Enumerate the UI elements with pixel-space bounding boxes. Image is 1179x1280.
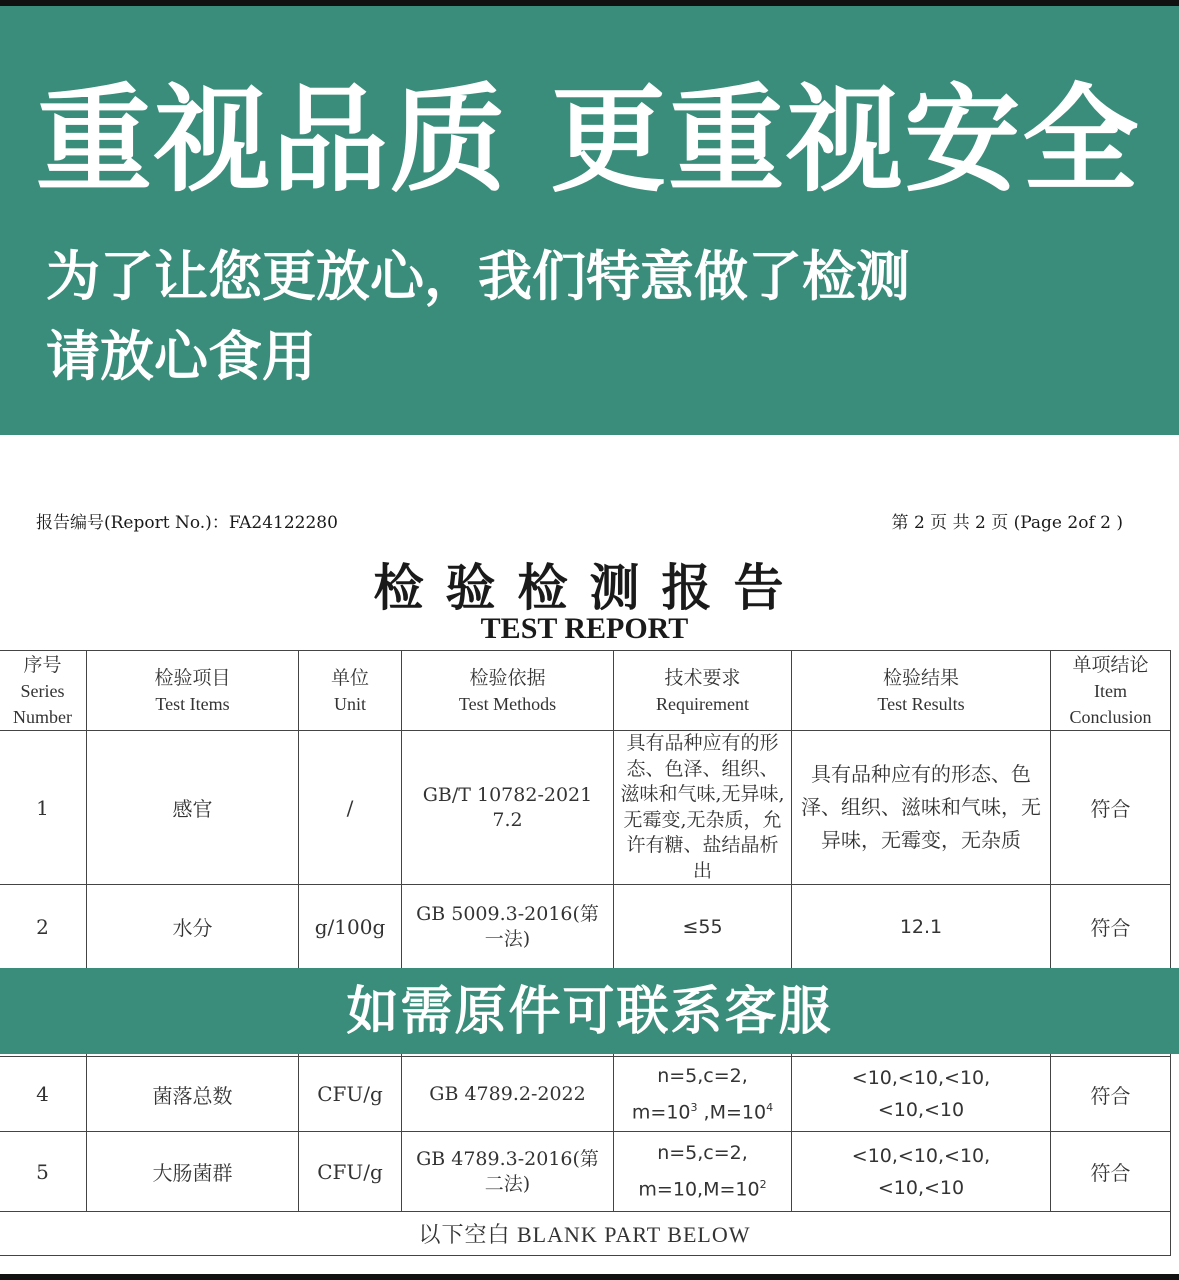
cell-number: 2 xyxy=(0,885,87,969)
header-cn: 检验结果 xyxy=(882,666,959,689)
header-item-conclusion xyxy=(1051,651,1171,731)
cell-number: 4 xyxy=(0,1057,87,1132)
header-cn: 单位 xyxy=(330,666,369,689)
cell-result xyxy=(792,1057,1051,1132)
method-line: GB 5009.3-2016(第 xyxy=(416,902,599,925)
page-number: 第 2 页 共 2 页 (Page 2of 2 ) xyxy=(891,513,1123,533)
header-unit xyxy=(299,651,402,731)
header-cn: 检验项目 xyxy=(154,666,231,689)
header-cn: 序号 xyxy=(23,653,62,676)
header-cn: 技术要求 xyxy=(664,666,741,689)
header-en: Conclusion xyxy=(1069,706,1152,727)
header-test-methods xyxy=(402,651,614,731)
requirement-line: n=5,c=2, xyxy=(657,1142,748,1165)
requirement-line xyxy=(618,1169,787,1205)
table-header-row xyxy=(0,651,1171,731)
header-requirement xyxy=(614,651,792,731)
cell-unit: / xyxy=(299,731,402,885)
banner-subtitle-line1: 为了让您更放心，我们特意做了检测 xyxy=(46,245,910,308)
header-en: Unit xyxy=(333,693,366,714)
method-line: GB/T 10782-2021 xyxy=(422,783,593,806)
method-line: 二法) xyxy=(484,1172,531,1195)
header-en: Requirement xyxy=(656,693,749,714)
header-cn: 单项结论 xyxy=(1072,653,1149,676)
table-row xyxy=(0,1132,1171,1212)
cell-result: 12.1 xyxy=(792,885,1051,969)
header-en: Test Items xyxy=(155,693,230,714)
contact-overlay-text: 如需原件可联系客服 xyxy=(346,982,833,1042)
cell-requirement xyxy=(614,1132,792,1212)
cell-number: 5 xyxy=(0,1132,87,1212)
cell-conclusion: 符合 xyxy=(1051,731,1171,885)
cell-number: 1 xyxy=(0,731,87,885)
banner-subtitle-line2: 请放心食用 xyxy=(46,325,316,388)
cell-unit: g/100g xyxy=(299,885,402,969)
req-text: m=10 xyxy=(631,1101,691,1124)
header-en: Number xyxy=(13,706,72,727)
result-line: <10,<10,<10, xyxy=(851,1144,991,1167)
method-line: 7.2 xyxy=(492,808,523,831)
blank-note-row xyxy=(0,1212,1171,1256)
cell-method xyxy=(402,885,614,969)
cell-requirement: 具有品种应有的形态、色泽、组织、滋味和气味,无异味,无霉变,无杂质，允许有糖、盐结晶析出 xyxy=(614,731,792,885)
cell-requirement: ≤55 xyxy=(614,885,792,969)
header-test-items xyxy=(87,651,299,731)
cell-item: 水分 xyxy=(87,885,299,969)
req-text: m=10,M=10 xyxy=(638,1178,760,1201)
header-en: Item xyxy=(1094,680,1127,701)
header-cn: 检验依据 xyxy=(469,666,546,689)
cell-result: 具有品种应有的形态、色泽、组织、滋味和气味，无异味，无霉变，无杂质 xyxy=(792,731,1051,885)
cell-result xyxy=(792,1132,1051,1212)
header-series-number xyxy=(0,651,87,731)
cell-method xyxy=(402,731,614,885)
bottom-border xyxy=(0,1274,1179,1280)
report-number: 报告编号(Report No.)：FA24122280 xyxy=(36,513,338,533)
cell-conclusion: 符合 xyxy=(1051,1057,1171,1132)
req-exponent: 2 xyxy=(759,1178,767,1192)
result-line: <10,<10,<10, xyxy=(851,1067,991,1089)
cell-method xyxy=(402,1132,614,1212)
test-report-table xyxy=(0,650,1171,1256)
result-line: <10,<10 xyxy=(877,1176,965,1199)
method-line: 一法) xyxy=(484,927,531,950)
blank-part-note: 以下空白 BLANK PART BELOW xyxy=(0,1212,1171,1256)
table-row xyxy=(0,885,1171,969)
cell-item: 感官 xyxy=(87,731,299,885)
cell-conclusion: 符合 xyxy=(1051,1132,1171,1212)
cell-requirement xyxy=(614,1057,792,1132)
req-exponent: 3 xyxy=(690,1100,698,1114)
report-title-cn: 检验检测报告 xyxy=(373,558,806,617)
cell-item: 菌落总数 xyxy=(87,1057,299,1132)
req-text: ,M=10 xyxy=(697,1101,767,1124)
cell-conclusion: 符合 xyxy=(1051,885,1171,969)
header-en: Series xyxy=(20,680,65,701)
header-en: Test Results xyxy=(877,693,965,714)
requirement-line: n=5,c=2, xyxy=(657,1064,748,1087)
req-exponent: 4 xyxy=(766,1100,774,1114)
report-title-en: TEST REPORT xyxy=(480,612,689,645)
table-row xyxy=(0,731,1171,885)
cell-unit: CFU/g xyxy=(299,1132,402,1212)
requirement-line xyxy=(618,1092,787,1128)
cell-item: 大肠菌群 xyxy=(87,1132,299,1212)
cell-unit: CFU/g xyxy=(299,1057,402,1132)
header-en: Test Methods xyxy=(458,693,557,714)
cell-method: GB 4789.2-2022 xyxy=(402,1057,614,1132)
header-test-results xyxy=(792,651,1051,731)
result-line: <10,<10 xyxy=(877,1099,965,1121)
table-row xyxy=(0,1057,1171,1132)
banner-headline: 重视品质 更重视安全 xyxy=(36,72,1141,208)
method-line: GB 4789.3-2016(第 xyxy=(416,1147,599,1170)
